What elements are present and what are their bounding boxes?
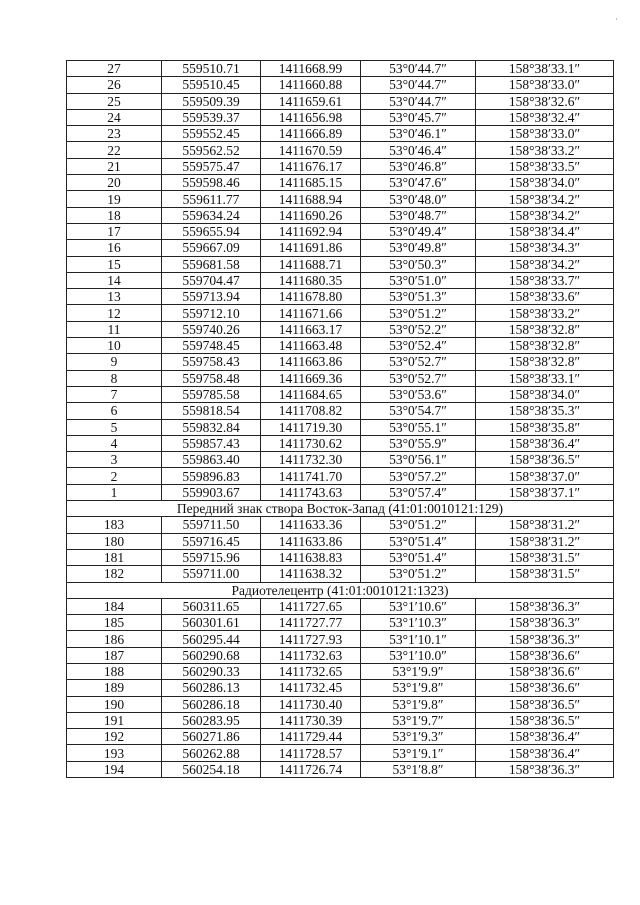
x-coordinate-cell: 559863.40 (162, 452, 261, 468)
y-coordinate-cell: 1411727.65 (261, 598, 361, 614)
point-number-cell: 181 (67, 549, 162, 565)
point-number-cell: 188 (67, 663, 162, 679)
longitude-cell: 158°38′36.3″ (476, 631, 614, 647)
y-coordinate-cell: 1411663.48 (261, 338, 361, 354)
x-coordinate-cell: 559634.24 (162, 207, 261, 223)
x-coordinate-cell: 559896.83 (162, 468, 261, 484)
y-coordinate-cell: 1411685.15 (261, 175, 361, 191)
x-coordinate-cell: 560283.95 (162, 712, 261, 728)
latitude-cell: 53°0′51.2″ (361, 566, 476, 582)
x-coordinate-cell: 559611.77 (162, 191, 261, 207)
y-coordinate-cell: 1411732.63 (261, 647, 361, 663)
latitude-cell: 53°0′51.4″ (361, 533, 476, 549)
y-coordinate-cell: 1411727.93 (261, 631, 361, 647)
point-number-cell: 3 (67, 452, 162, 468)
table-row (67, 484, 614, 500)
point-number-cell: 186 (67, 631, 162, 647)
y-coordinate-cell: 1411660.88 (261, 77, 361, 93)
latitude-cell: 53°0′51.4″ (361, 549, 476, 565)
x-coordinate-cell: 559748.45 (162, 338, 261, 354)
table-row (67, 549, 614, 565)
table-row (67, 191, 614, 207)
longitude-cell: 158°38′33.2″ (476, 142, 614, 158)
y-coordinate-cell: 1411727.77 (261, 615, 361, 631)
table-row (67, 142, 614, 158)
latitude-cell: 53°0′44.7″ (361, 77, 476, 93)
longitude-cell: 158°38′36.5″ (476, 712, 614, 728)
point-number-cell: 14 (67, 272, 162, 288)
x-coordinate-cell: 560271.86 (162, 729, 261, 745)
latitude-cell: 53°0′45.7″ (361, 109, 476, 125)
point-number-cell: 183 (67, 517, 162, 533)
y-coordinate-cell: 1411656.98 (261, 109, 361, 125)
x-coordinate-cell: 559716.45 (162, 533, 261, 549)
x-coordinate-cell: 559715.96 (162, 549, 261, 565)
latitude-cell: 53°0′48.7″ (361, 207, 476, 223)
x-coordinate-cell: 559655.94 (162, 223, 261, 239)
y-coordinate-cell: 1411743.63 (261, 484, 361, 500)
longitude-cell: 158°38′32.4″ (476, 109, 614, 125)
table-row (67, 240, 614, 256)
section-title: Передний знак створа Восток-Запад (41:01:0010121:129) (67, 501, 614, 517)
point-number-cell: 187 (67, 647, 162, 663)
latitude-cell: 53°0′53.6″ (361, 386, 476, 402)
longitude-cell: 158°38′31.5″ (476, 549, 614, 565)
longitude-cell: 158°38′35.8″ (476, 419, 614, 435)
latitude-cell: 53°0′52.7″ (361, 354, 476, 370)
point-number-cell: 20 (67, 175, 162, 191)
y-coordinate-cell: 1411669.36 (261, 370, 361, 386)
longitude-cell: 158°38′34.3″ (476, 240, 614, 256)
coordinates-table-body (67, 61, 614, 778)
y-coordinate-cell: 1411732.65 (261, 663, 361, 679)
point-number-cell: 2 (67, 468, 162, 484)
y-coordinate-cell: 1411633.36 (261, 517, 361, 533)
longitude-cell: 158°38′32.8″ (476, 354, 614, 370)
point-number-cell: 23 (67, 126, 162, 142)
longitude-cell: 158°38′34.4″ (476, 223, 614, 239)
x-coordinate-cell: 559598.46 (162, 175, 261, 191)
table-row (67, 631, 614, 647)
latitude-cell: 53°1′9.8″ (361, 696, 476, 712)
x-coordinate-cell: 559740.26 (162, 321, 261, 337)
table-row (67, 223, 614, 239)
latitude-cell: 53°0′46.8″ (361, 158, 476, 174)
y-coordinate-cell: 1411729.44 (261, 729, 361, 745)
point-number-cell: 25 (67, 93, 162, 109)
point-number-cell: 189 (67, 680, 162, 696)
table-row (67, 663, 614, 679)
table-row (67, 354, 614, 370)
longitude-cell: 158°38′37.0″ (476, 468, 614, 484)
y-coordinate-cell: 1411730.39 (261, 712, 361, 728)
point-number-cell: 9 (67, 354, 162, 370)
y-coordinate-cell: 1411708.82 (261, 403, 361, 419)
y-coordinate-cell: 1411730.40 (261, 696, 361, 712)
table-row (67, 745, 614, 761)
point-number-cell: 18 (67, 207, 162, 223)
table-row (67, 126, 614, 142)
section-header-row (67, 501, 614, 517)
x-coordinate-cell: 559539.37 (162, 109, 261, 125)
table-row (67, 696, 614, 712)
longitude-cell: 158°38′33.0″ (476, 77, 614, 93)
latitude-cell: 53°1′10.6″ (361, 598, 476, 614)
table-row (67, 386, 614, 402)
longitude-cell: 158°38′31.2″ (476, 533, 614, 549)
table-row (67, 158, 614, 174)
y-coordinate-cell: 1411692.94 (261, 223, 361, 239)
point-number-cell: 27 (67, 61, 162, 77)
latitude-cell: 53°0′44.7″ (361, 93, 476, 109)
x-coordinate-cell: 559758.43 (162, 354, 261, 370)
latitude-cell: 53°0′56.1″ (361, 452, 476, 468)
y-coordinate-cell: 1411663.17 (261, 321, 361, 337)
latitude-cell: 53°0′54.7″ (361, 403, 476, 419)
latitude-cell: 53°1′9.8″ (361, 680, 476, 696)
longitude-cell: 158°38′33.6″ (476, 289, 614, 305)
y-coordinate-cell: 1411684.65 (261, 386, 361, 402)
latitude-cell: 53°0′51.2″ (361, 305, 476, 321)
longitude-cell: 158°38′36.3″ (476, 598, 614, 614)
table-row (67, 272, 614, 288)
latitude-cell: 53°0′55.1″ (361, 419, 476, 435)
latitude-cell: 53°1′9.9″ (361, 663, 476, 679)
latitude-cell: 53°0′49.8″ (361, 240, 476, 256)
point-number-cell: 6 (67, 403, 162, 419)
table-row (67, 598, 614, 614)
table-row (67, 305, 614, 321)
table-row (67, 729, 614, 745)
point-number-cell: 191 (67, 712, 162, 728)
point-number-cell: 26 (67, 77, 162, 93)
latitude-cell: 53°0′55.9″ (361, 435, 476, 451)
longitude-cell: 158°38′36.6″ (476, 680, 614, 696)
y-coordinate-cell: 1411690.26 (261, 207, 361, 223)
latitude-cell: 53°0′57.2″ (361, 468, 476, 484)
x-coordinate-cell: 560295.44 (162, 631, 261, 647)
y-coordinate-cell: 1411671.66 (261, 305, 361, 321)
y-coordinate-cell: 1411688.94 (261, 191, 361, 207)
x-coordinate-cell: 559832.84 (162, 419, 261, 435)
x-coordinate-cell: 560290.33 (162, 663, 261, 679)
point-number-cell: 8 (67, 370, 162, 386)
x-coordinate-cell: 559552.45 (162, 126, 261, 142)
y-coordinate-cell: 1411741.70 (261, 468, 361, 484)
x-coordinate-cell: 560262.88 (162, 745, 261, 761)
latitude-cell: 53°0′52.2″ (361, 321, 476, 337)
x-coordinate-cell: 559857.43 (162, 435, 261, 451)
y-coordinate-cell: 1411680.35 (261, 272, 361, 288)
x-coordinate-cell: 559667.09 (162, 240, 261, 256)
longitude-cell: 158°38′33.5″ (476, 158, 614, 174)
latitude-cell: 53°1′10.0″ (361, 647, 476, 663)
table-row (67, 61, 614, 77)
latitude-cell: 53°0′57.4″ (361, 484, 476, 500)
latitude-cell: 53°0′47.6″ (361, 175, 476, 191)
point-number-cell: 19 (67, 191, 162, 207)
x-coordinate-cell: 559562.52 (162, 142, 261, 158)
y-coordinate-cell: 1411678.80 (261, 289, 361, 305)
coordinates-table (66, 60, 614, 778)
latitude-cell: 53°0′50.3″ (361, 256, 476, 272)
table-row (67, 680, 614, 696)
table-row (67, 419, 614, 435)
longitude-cell: 158°38′33.1″ (476, 61, 614, 77)
x-coordinate-cell: 560301.61 (162, 615, 261, 631)
longitude-cell: 158°38′37.1″ (476, 484, 614, 500)
x-coordinate-cell: 559681.58 (162, 256, 261, 272)
latitude-cell: 53°0′51.3″ (361, 289, 476, 305)
x-coordinate-cell: 559704.47 (162, 272, 261, 288)
point-number-cell: 15 (67, 256, 162, 272)
point-number-cell: 22 (67, 142, 162, 158)
x-coordinate-cell: 560286.13 (162, 680, 261, 696)
latitude-cell: 53°0′44.7″ (361, 61, 476, 77)
y-coordinate-cell: 1411659.61 (261, 93, 361, 109)
latitude-cell: 53°0′49.4″ (361, 223, 476, 239)
longitude-cell: 158°38′34.0″ (476, 175, 614, 191)
table-row (67, 175, 614, 191)
y-coordinate-cell: 1411719.30 (261, 419, 361, 435)
table-row (67, 566, 614, 582)
section-title: Радиотелецентр (41:01:0010121:1323) (67, 582, 614, 598)
table-row (67, 712, 614, 728)
y-coordinate-cell: 1411691.86 (261, 240, 361, 256)
longitude-cell: 158°38′36.5″ (476, 696, 614, 712)
x-coordinate-cell: 560286.18 (162, 696, 261, 712)
x-coordinate-cell: 559510.71 (162, 61, 261, 77)
table-row (67, 109, 614, 125)
y-coordinate-cell: 1411732.30 (261, 452, 361, 468)
x-coordinate-cell: 559818.54 (162, 403, 261, 419)
y-coordinate-cell: 1411633.86 (261, 533, 361, 549)
table-row (67, 435, 614, 451)
point-number-cell: 17 (67, 223, 162, 239)
y-coordinate-cell: 1411732.45 (261, 680, 361, 696)
longitude-cell: 158°38′31.5″ (476, 566, 614, 582)
y-coordinate-cell: 1411676.17 (261, 158, 361, 174)
longitude-cell: 158°38′32.8″ (476, 321, 614, 337)
longitude-cell: 158°38′34.2″ (476, 191, 614, 207)
point-number-cell: 180 (67, 533, 162, 549)
x-coordinate-cell: 560290.68 (162, 647, 261, 663)
y-coordinate-cell: 1411688.71 (261, 256, 361, 272)
latitude-cell: 53°0′51.2″ (361, 517, 476, 533)
table-row (67, 517, 614, 533)
latitude-cell: 53°0′48.0″ (361, 191, 476, 207)
x-coordinate-cell: 559711.00 (162, 566, 261, 582)
y-coordinate-cell: 1411638.83 (261, 549, 361, 565)
y-coordinate-cell: 1411638.32 (261, 566, 361, 582)
point-number-cell: 182 (67, 566, 162, 582)
table-row (67, 77, 614, 93)
point-number-cell: 5 (67, 419, 162, 435)
y-coordinate-cell: 1411726.74 (261, 761, 361, 777)
x-coordinate-cell: 560254.18 (162, 761, 261, 777)
table-row (67, 452, 614, 468)
latitude-cell: 53°1′9.1″ (361, 745, 476, 761)
longitude-cell: 158°38′35.3″ (476, 403, 614, 419)
point-number-cell: 184 (67, 598, 162, 614)
table-row (67, 207, 614, 223)
longitude-cell: 158°38′36.3″ (476, 761, 614, 777)
point-number-cell: 193 (67, 745, 162, 761)
y-coordinate-cell: 1411663.86 (261, 354, 361, 370)
x-coordinate-cell: 559785.58 (162, 386, 261, 402)
longitude-cell: 158°38′34.2″ (476, 256, 614, 272)
latitude-cell: 53°0′51.0″ (361, 272, 476, 288)
longitude-cell: 158°38′36.3″ (476, 615, 614, 631)
latitude-cell: 53°1′10.3″ (361, 615, 476, 631)
table-row (67, 533, 614, 549)
point-number-cell: 194 (67, 761, 162, 777)
x-coordinate-cell: 559903.67 (162, 484, 261, 500)
table-row (67, 256, 614, 272)
point-number-cell: 21 (67, 158, 162, 174)
point-number-cell: 12 (67, 305, 162, 321)
longitude-cell: 158°38′36.4″ (476, 435, 614, 451)
y-coordinate-cell: 1411670.59 (261, 142, 361, 158)
y-coordinate-cell: 1411728.57 (261, 745, 361, 761)
table-row (67, 289, 614, 305)
point-number-cell: 4 (67, 435, 162, 451)
x-coordinate-cell: 559758.48 (162, 370, 261, 386)
latitude-cell: 53°1′9.3″ (361, 729, 476, 745)
point-number-cell: 13 (67, 289, 162, 305)
table-row (67, 761, 614, 777)
latitude-cell: 53°1′8.8″ (361, 761, 476, 777)
point-number-cell: 16 (67, 240, 162, 256)
x-coordinate-cell: 559509.39 (162, 93, 261, 109)
latitude-cell: 53°1′9.7″ (361, 712, 476, 728)
latitude-cell: 53°0′46.4″ (361, 142, 476, 158)
latitude-cell: 53°0′52.7″ (361, 370, 476, 386)
point-number-cell: 7 (67, 386, 162, 402)
y-coordinate-cell: 1411668.99 (261, 61, 361, 77)
latitude-cell: 53°0′46.1″ (361, 126, 476, 142)
table-row (67, 321, 614, 337)
longitude-cell: 158°38′33.1″ (476, 370, 614, 386)
point-number-cell: 24 (67, 109, 162, 125)
table-row (67, 647, 614, 663)
point-number-cell: 11 (67, 321, 162, 337)
longitude-cell: 158°38′36.6″ (476, 663, 614, 679)
longitude-cell: 158°38′34.0″ (476, 386, 614, 402)
longitude-cell: 158°38′36.5″ (476, 452, 614, 468)
table-row (67, 338, 614, 354)
table-row (67, 468, 614, 484)
latitude-cell: 53°0′52.4″ (361, 338, 476, 354)
longitude-cell: 158°38′33.0″ (476, 126, 614, 142)
longitude-cell: 158°38′36.4″ (476, 729, 614, 745)
x-coordinate-cell: 559711.50 (162, 517, 261, 533)
longitude-cell: 158°38′33.7″ (476, 272, 614, 288)
y-coordinate-cell: 1411666.89 (261, 126, 361, 142)
longitude-cell: 158°38′36.6″ (476, 647, 614, 663)
x-coordinate-cell: 559575.47 (162, 158, 261, 174)
table-row (67, 615, 614, 631)
table-row (67, 370, 614, 386)
longitude-cell: 158°38′33.2″ (476, 305, 614, 321)
x-coordinate-cell: 559712.10 (162, 305, 261, 321)
point-number-cell: 190 (67, 696, 162, 712)
longitude-cell: 158°38′36.4″ (476, 745, 614, 761)
point-number-cell: 10 (67, 338, 162, 354)
point-number-cell: 192 (67, 729, 162, 745)
table-row (67, 403, 614, 419)
point-number-cell: 1 (67, 484, 162, 500)
table-row (67, 93, 614, 109)
longitude-cell: 158°38′32.6″ (476, 93, 614, 109)
longitude-cell: 158°38′34.2″ (476, 207, 614, 223)
point-number-cell: 185 (67, 615, 162, 631)
page-mark: · (615, 14, 618, 24)
longitude-cell: 158°38′31.2″ (476, 517, 614, 533)
y-coordinate-cell: 1411730.62 (261, 435, 361, 451)
x-coordinate-cell: 559510.45 (162, 77, 261, 93)
latitude-cell: 53°1′10.1″ (361, 631, 476, 647)
section-header-row (67, 582, 614, 598)
x-coordinate-cell: 560311.65 (162, 598, 261, 614)
longitude-cell: 158°38′32.8″ (476, 338, 614, 354)
x-coordinate-cell: 559713.94 (162, 289, 261, 305)
